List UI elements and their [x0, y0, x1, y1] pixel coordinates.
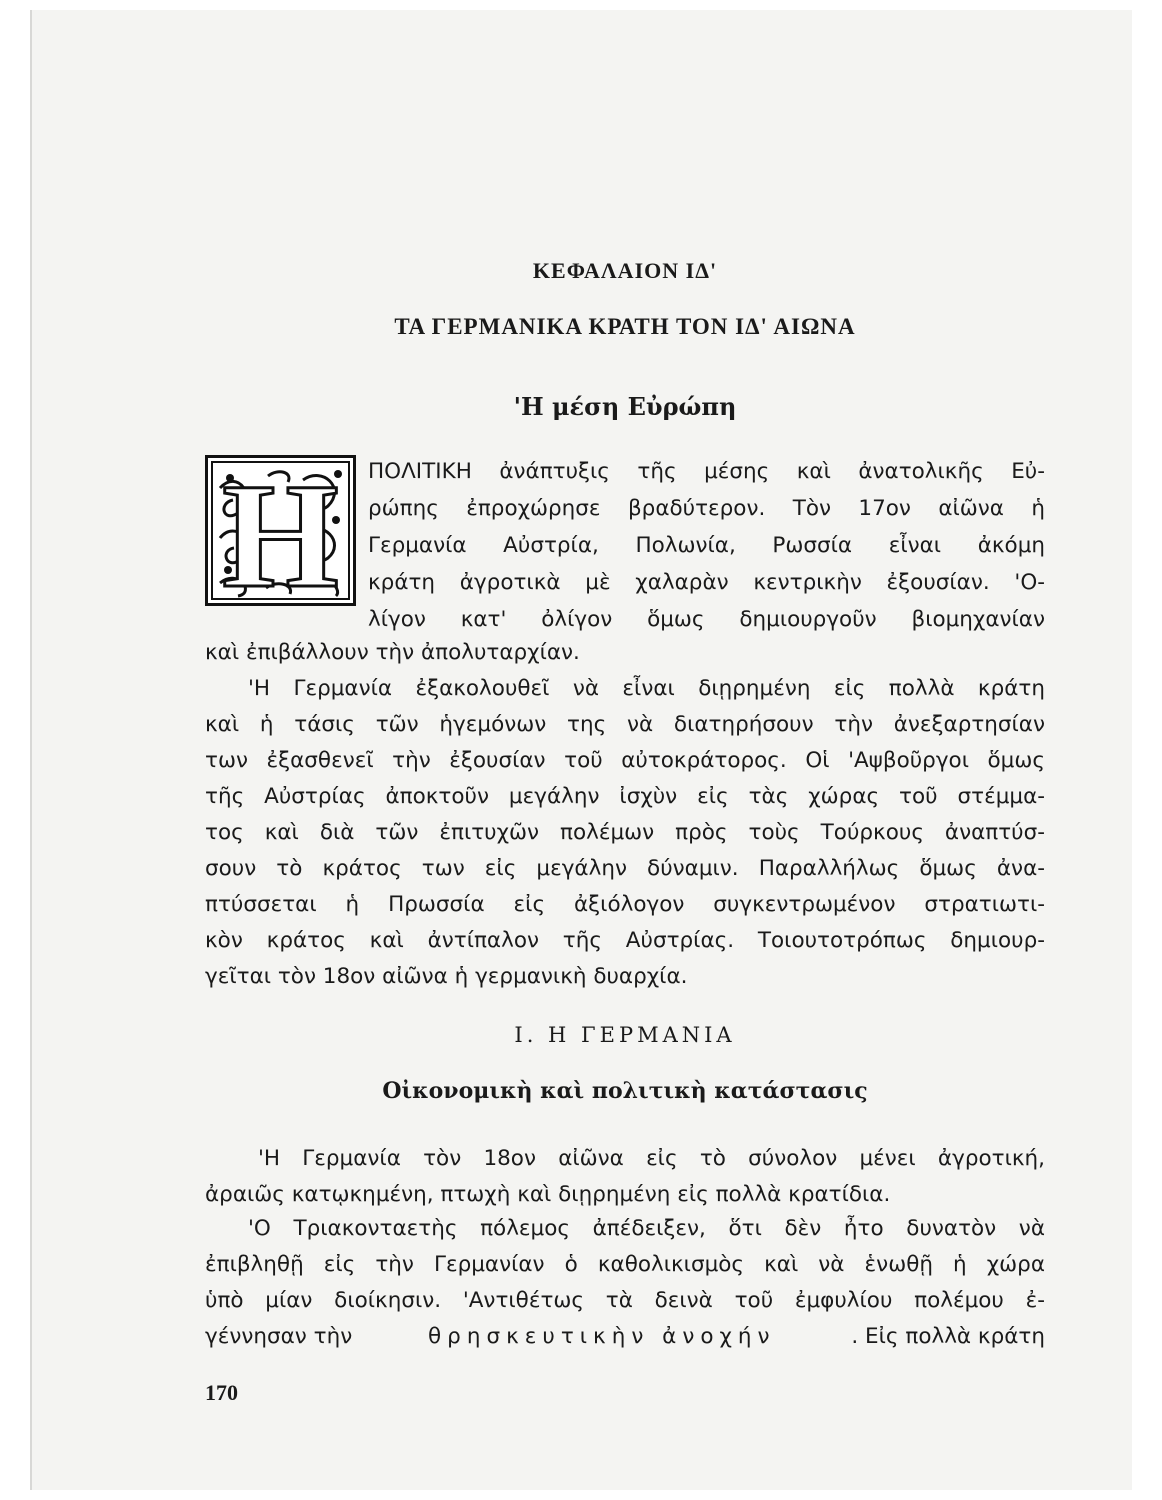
chapter-heading: ΚΕΦΑΛΑΙΟΝ ΙΔ' [532, 258, 718, 283]
text-line: ἐπιβληθῇ εἰς τὴν Γερμανίαν ὁ καθολικισμὸς καὶ νὰ ἑνωθῇ ἡ χώρα [205, 1252, 1045, 1277]
chapter-subtitle: 'Η μέση Εὐρώπη [513, 392, 737, 421]
text-line [205, 1322, 1045, 1354]
text-line: Γερμανία Αὐστρία, Πολωνία, Ρωσσία εἶναι ἀκόμη [368, 533, 1045, 558]
ornamental-dropcap [205, 455, 356, 606]
text-line: των ἐξασθενεῖ τὴν ἐξουσίαν τοῦ αὐτοκράτορος. Οἱ 'Αψβοῦργοι ὅμως [205, 748, 1045, 773]
text-line: κράτη ἀγροτικὰ μὲ χαλαρὰν κεντρικὴν ἐξουσίαν. 'Ο- [368, 570, 1045, 595]
dropcap-ornament-icon [208, 458, 353, 603]
text-fragment: . Εἰς πολλὰ κράτη [851, 1324, 1045, 1349]
chapter-title: ΤΑ ΓΕΡΜΑΝΙΚΑ ΚΡΑΤΗ ΤΟΝ ΙΔ' ΑΙΩΝΑ [394, 314, 856, 339]
text-line: 'Η Γερμανία τὸν 18ον αἰῶνα εἰς τὸ σύνολον μένει ἀγροτική, [258, 1146, 1045, 1171]
text-line: καὶ ἐπιβάλλουν τὴν ἀπολυταρχίαν. [205, 640, 580, 665]
section-heading: Ι. Η ΓΕΡΜΑΝΙΑ [514, 1023, 736, 1047]
page-number: 170 [205, 1380, 238, 1405]
text-line: ὑπὸ μίαν διοίκησιν. 'Αντιθέτως τὰ δεινὰ τοῦ ἐμφυλίου πολέμου ἐ- [205, 1288, 1045, 1313]
text-line: 'Η Γερμανία ἐξακολουθεῖ νὰ εἶναι διῃρημένη εἰς πολλὰ κράτη [248, 676, 1045, 701]
text-line: καὶ ἡ τάσις τῶν ἡγεμόνων της νὰ διατηρήσουν τὴν ἀνεξαρτησίαν [205, 712, 1045, 737]
text-line: κὸν κράτος καὶ ἀντίπαλον τῆς Αὐστρίας. Τοιουτοτρόπως δημιουρ- [205, 928, 1045, 953]
text-line: 'Ο Τριακονταετὴς πόλεμος ἀπέδειξεν, ὅτι δὲν ἦτο δυνατὸν νὰ [248, 1216, 1045, 1241]
text-line: τος καὶ διὰ τῶν ἐπιτυχῶν πολέμων πρὸς τοὺς Τούρκους ἀναπτύσ- [205, 820, 1045, 845]
text-line: ἀραιῶς κατῳκημένη, πτωχὴ καὶ διῃρημένη εἰς πολλὰ κρατίδια. [205, 1182, 891, 1207]
text-line: ΠΟΛΙΤΙΚΗ ἀνάπτυξις τῆς μέσης καὶ ἀνατολικῆς Εὐ- [368, 459, 1045, 484]
text-line: τῆς Αὐστρίας ἀποκτοῦν μεγάλην ἰσχὺν εἰς τὰς χώρας τοῦ στέμμα- [205, 784, 1045, 809]
text-line: ρώπης ἐπροχώρησε βραδύτερον. Τὸν 17ον αἰῶνα ἡ [368, 496, 1045, 521]
text-line: σουν τὸ κράτος των εἰς μεγάλην δύναμιν. Παραλλήλως ὅμως ἀνα- [205, 856, 1045, 881]
emphasized-text: θρησκευτικὴν ἀνοχήν [428, 1324, 776, 1349]
section-subheading: Οἰκονομικὴ καὶ πολιτικὴ κατάστασις [382, 1078, 868, 1104]
text-line: πτύσσεται ἡ Πρωσσία εἰς ἀξιόλογον συγκεντρωμένον στρατιωτι- [205, 892, 1045, 917]
text-fragment: γέννησαν τὴν [205, 1324, 353, 1349]
text-line: λίγον κατ' ὀλίγον ὅμως δημιουργοῦν βιομηχανίαν [368, 607, 1045, 632]
dropcap-letter: Η [222, 458, 339, 603]
text-line: γεῖται τὸν 18ον αἰῶνα ἡ γερμανικὴ δυαρχία. [205, 964, 688, 989]
